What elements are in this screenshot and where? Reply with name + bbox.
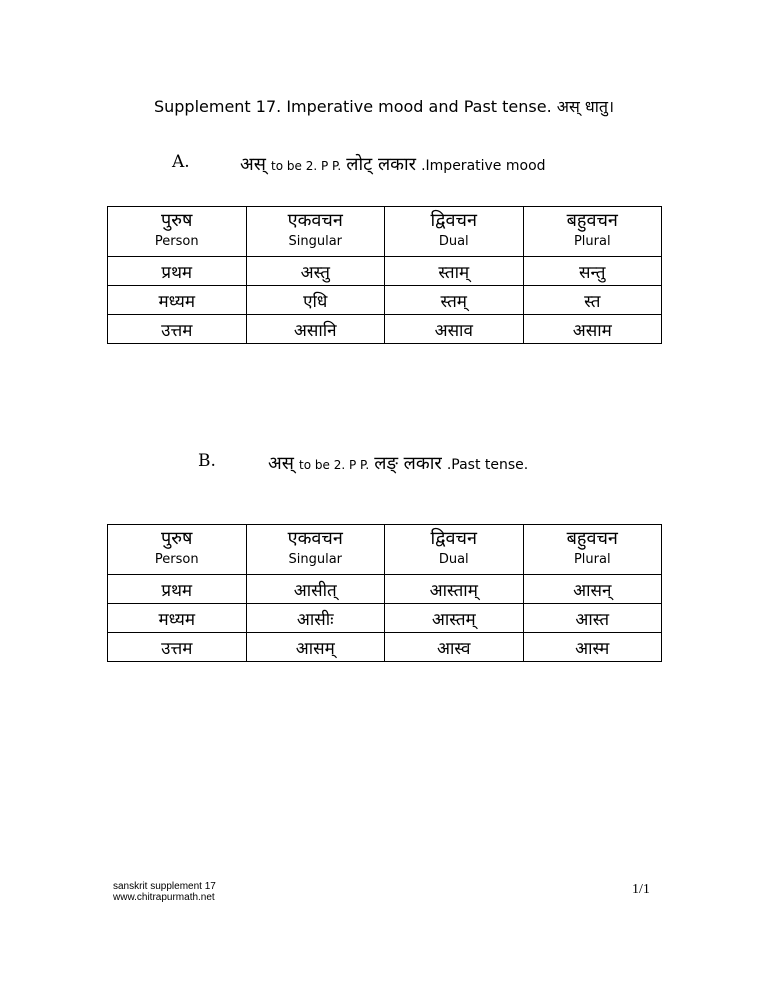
table-cell: स्त [523,286,662,315]
table-cell: असाव [385,315,524,344]
section-letter: B. [198,451,216,471]
header-dual: द्विवचन Dual [385,207,524,257]
section-b-heading [0,451,768,475]
table-header-row [108,207,662,257]
table-row [108,633,662,662]
table-cell: एधि [246,286,385,315]
table-cell: स्तम् [385,286,524,315]
table-cell: आस्व [385,633,524,662]
footer-website: www.chitrapurmath.net [113,892,215,903]
table-cell: स्ताम् [385,257,524,286]
header-plural: बहुवचन Plural [523,525,662,575]
table-row [108,604,662,633]
table-cell: आसन् [523,575,662,604]
root-gloss: to be 2. P P. [271,159,342,173]
imperative-conjugation-table [107,206,662,344]
header-person: पुरुष Person [108,525,247,575]
table-cell: असाम [523,315,662,344]
past-tense-conjugation-table [107,524,662,662]
table-cell: सन्तु [523,257,662,286]
header-dual: द्विवचन Dual [385,525,524,575]
table-cell: आसीत् [246,575,385,604]
page-title: Supplement 17. Imperative mood and Past tense. अस् धातु। [153,97,615,116]
table-cell: प्रथम [108,575,247,604]
table-cell: आसम् [246,633,385,662]
table-cell: आसीः [246,604,385,633]
section-letter: A. [172,152,190,172]
table-cell: अस्तु [246,257,385,286]
tense-label: .Past tense. [446,457,529,473]
footer-doc-name: sanskrit supplement 17 [113,881,216,892]
table-row [108,286,662,315]
table-row [108,257,662,286]
table-cell: आस्त [523,604,662,633]
root-gloss: to be 2. P P. [299,458,370,472]
root-word: अस् [240,154,266,175]
section-description [240,152,546,176]
header-person: पुरुष Person [108,207,247,257]
table-cell: मध्यम [108,604,247,633]
page-number: 1/1 [632,882,650,897]
table-cell: आस्ताम् [385,575,524,604]
header-plural: बहुवचन Plural [523,207,662,257]
table-row [108,315,662,344]
root-word: अस् [268,453,294,474]
table-cell: आस्म [523,633,662,662]
table-cell: असानि [246,315,385,344]
lakara-name: लोट् लकार [346,154,416,175]
tense-label: .Imperative mood [421,158,546,174]
header-singular: एकवचन Singular [246,525,385,575]
header-singular: एकवचन Singular [246,207,385,257]
table-row [108,575,662,604]
lakara-name: लङ् लकार [374,453,442,474]
table-cell: प्रथम [108,257,247,286]
table-cell: उत्तम [108,633,247,662]
table-cell: उत्तम [108,315,247,344]
table-header-row [108,525,662,575]
table-cell: मध्यम [108,286,247,315]
section-description [268,451,528,475]
table-cell: आस्तम् [385,604,524,633]
footer-source [113,881,216,903]
section-a-heading [0,152,768,176]
